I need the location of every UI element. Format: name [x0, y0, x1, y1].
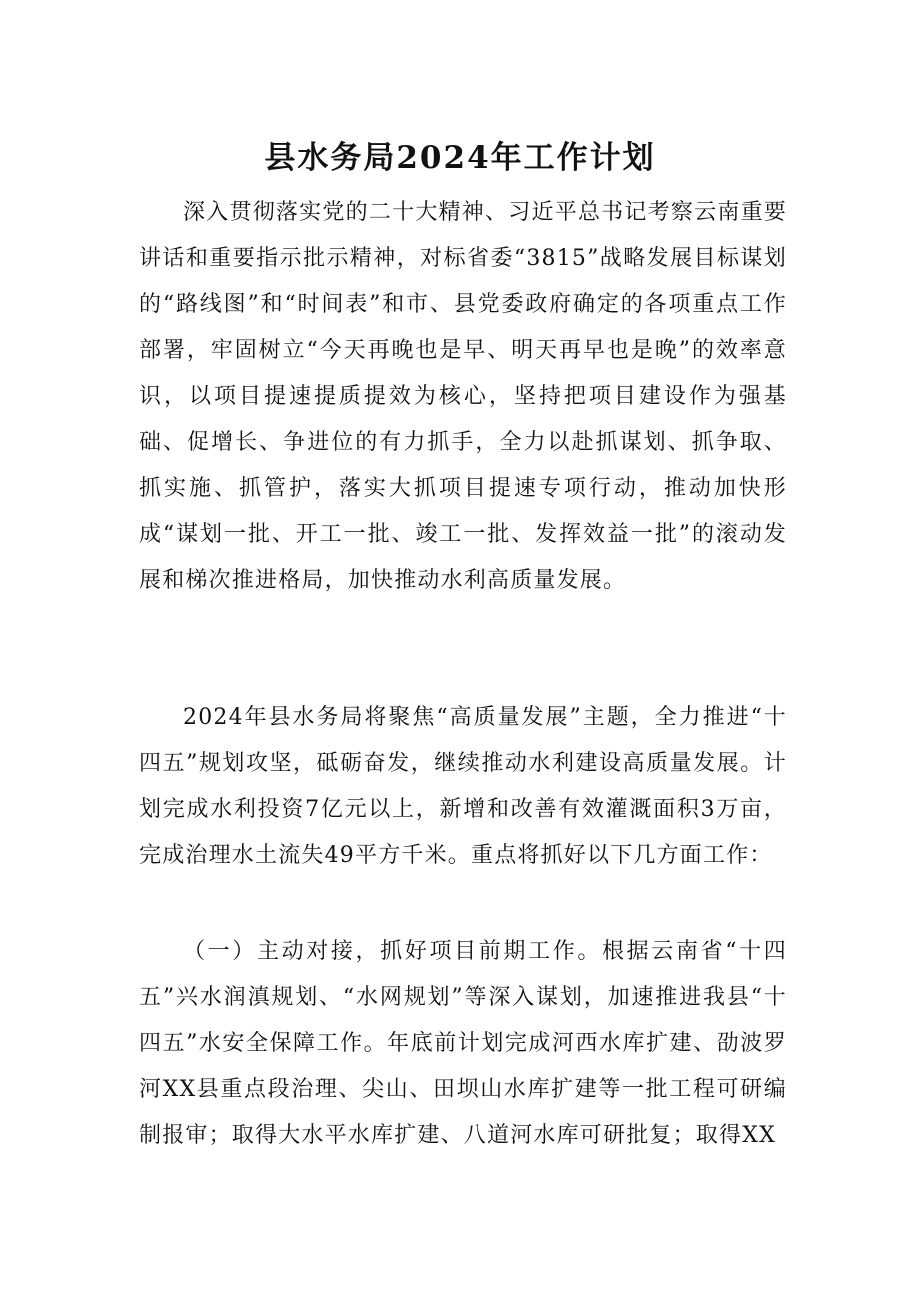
document-title: 县水务局2024年工作计划: [264, 140, 656, 176]
paragraph-intro: 深入贯彻落实党的二十大精神、习近平总书记考察云南重要讲话和重要指示批示精神，对标省委“3815”战略发展目标谋划的“路线图”和“时间表”和市、县党委政府确定的各项重点工作部署，牢固树立“今天再晚也是早、明天再早也是晚”的效率意识，以项目提速提质提效为核心，坚持把项目建设作为强基础、促增长、争进位的有力抓手，全力以赴抓谋划、抓争取、抓实施、抓管护，落实大抓项目提速专项行动，推动加快形成“谋划一批、开工一批、竣工一批、发挥效益一批”的滚动发展和梯次推进格局，加快推动水利高质量发展。: [139, 200, 787, 593]
paragraph-section-one: （一）主动对接，抓好项目前期工作。根据云南省“十四五”兴水润滇规划、“水网规划”等深入谋划，加速推进我县“十四五”水安全保障工作。年底前计划完成河西水库扩建、劭波罗河XX县重点段治理、尖山、田坝山水库扩建等一批工程可研编制报审；取得大水平水库扩建、八道河水库可研批复；取得XX: [139, 939, 787, 1148]
paragraph-goals: 2024年县水务局将聚焦“高质量发展”主题，全力推进“十四五”规划攻坚，砥砺奋发，继续推动水利建设高质量发展。计划完成水利投资7亿元以上，新增和改善有效灌溉面积3万亩，完成治理水土流失49平方千米。重点将抓好以下几方面工作：: [139, 705, 787, 868]
